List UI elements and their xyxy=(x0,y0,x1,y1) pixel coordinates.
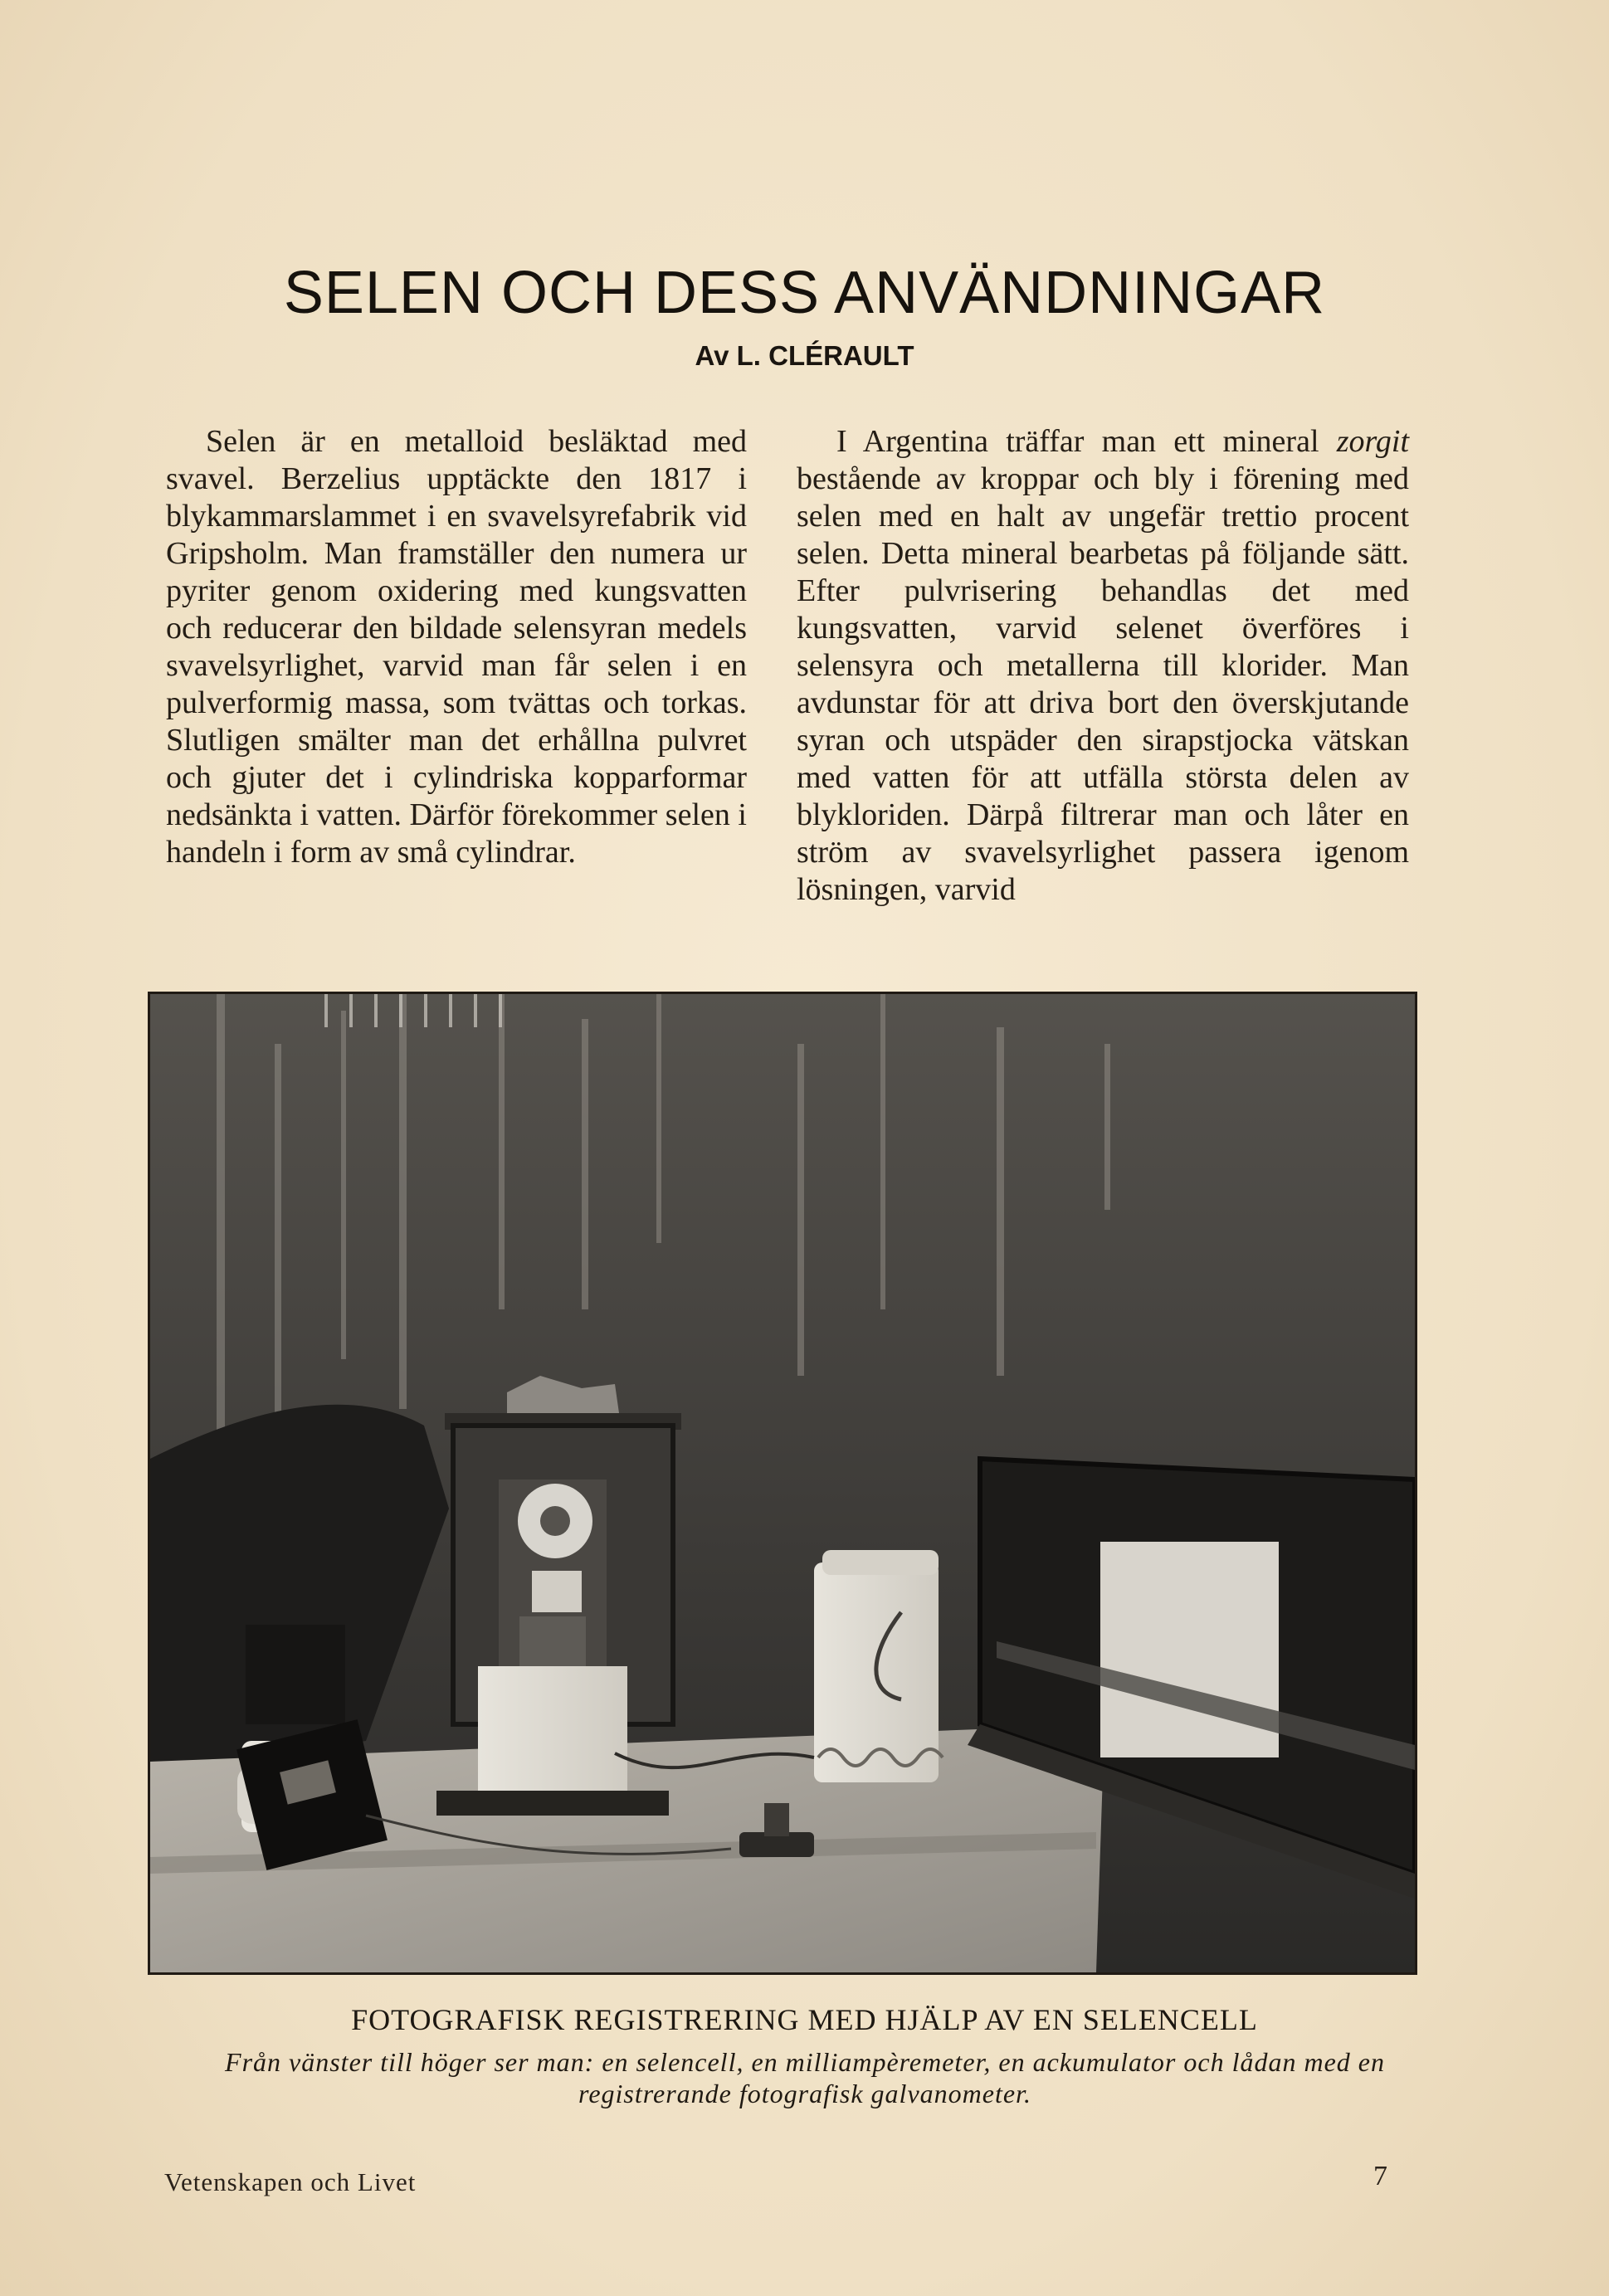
article-column-right xyxy=(797,423,1409,909)
column-right-start: I Argentina träffar man ett mineral xyxy=(836,424,1337,459)
figure-caption-title: FOTOGRAFISK REGISTRERING MED HJÄLP AV EN SELENCELL xyxy=(351,2003,1258,2036)
article-title: SELEN OCH DESS ANVÄNDNINGAR xyxy=(283,260,1326,326)
mineral-name: zorgit xyxy=(1336,424,1409,459)
photograph-illustration xyxy=(150,994,1415,1972)
byline xyxy=(0,340,1609,372)
byline-author: L. CLÉRAULT xyxy=(736,340,914,371)
byline-prefix: Av xyxy=(695,340,729,371)
article-column-left: Selen är en metalloid besläktad med svavel. Berzelius upptäckte den 1817 i blykammarslammet i en svavelsyrefabrik vid Gripsholm. Man framställer den numera ur pyriter genom oxidering med kungsvatten och reducerar den bildade selensyran medels svavelsyrlighet, varvid man får selen i en pulverformig massa, som tvättas och torkas. Slutligen smälter man det erhållna pulvret och gjuter det i cylindriska kopparformar nedsänkta i vatten. Därför förekommer selen i handeln i form av små cylindrar. xyxy=(166,424,747,870)
journal-name: Vetenskapen och Livet xyxy=(164,2167,417,2196)
column-right-rest: bestående av kroppar och bly i förening med selen med en halt av ungefär trettio procent selen. Detta mineral bearbetas på följande sätt. Efter pulvrisering behandlas det med kungsvatten, varvid selenet överföres i selensyra och metallerna till klorider. Man avdunstar för att driva bort den överskjutande syran och utspäder den sirapstjocka vätskan med vatten för att utfälla största delen av blykloriden. Därpå filtrerar man och låter en ström av svavelsyrlighet passera igenom lösningen, varvid xyxy=(797,461,1409,907)
page-number: 7 xyxy=(1373,2161,1387,2191)
figure-caption-text: Från vänster till höger ser man: en selencell, en milliampèremeter, en ackumulator och lådan med en registrerande fotografisk galvanometer. xyxy=(225,2047,1385,2108)
experiment-photograph xyxy=(148,992,1417,1975)
